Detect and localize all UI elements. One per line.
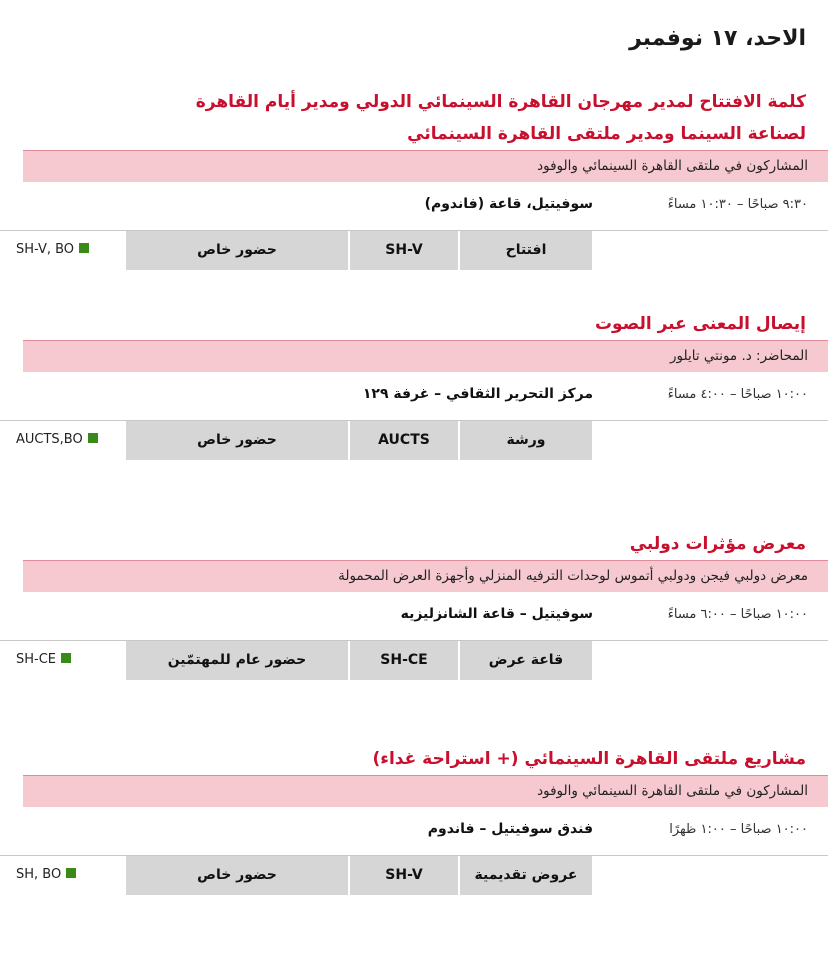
session-sound-workshop [0, 308, 828, 461]
attendance-cell: حضور عام للمهتمّين [126, 641, 348, 680]
green-square-icon [88, 433, 98, 443]
session-time: ١٠:٠٠ صباحًا – ١:٠٠ ظهرًا [669, 822, 808, 837]
session-type-cell: عروض تقديمية [460, 856, 592, 895]
session-title: كلمة الافتتاح لمدير مهرجان القاهرة السينمائي الدولي ومدير أيام القاهرة [195, 92, 806, 112]
access-codes-text: SH-CE [16, 652, 57, 667]
participants-band: المشاركون في ملتقى القاهرة السينمائي والوفود [23, 150, 828, 182]
participants-band: المحاضر: د. مونتي تايلور [23, 340, 828, 372]
participants-band: المشاركون في ملتقى القاهرة السينمائي والوفود [23, 775, 828, 807]
tag-row [0, 855, 828, 896]
session-title: إيصال المعنى عبر الصوت [594, 314, 806, 334]
tag-row [0, 420, 828, 461]
session-info [0, 182, 828, 230]
session-time: ٩:٣٠ صباحًا – ١٠:٣٠ مساءً [667, 197, 808, 212]
green-square-icon [79, 243, 89, 253]
venue-code-cell: SH-V [350, 856, 458, 895]
venue-code-cell: SH-V [350, 231, 458, 270]
tag-row [0, 230, 828, 271]
session-info [0, 372, 828, 420]
session-venue: سوفيتيل – قاعة الشانزليزيه [400, 606, 593, 622]
access-codes-text: SH-V, BO [16, 242, 75, 257]
attendance-cell: حضور خاص [126, 856, 348, 895]
access-codes [16, 432, 98, 447]
venue-code-cell: AUCTS [350, 421, 458, 460]
access-codes [16, 242, 89, 257]
green-square-icon [66, 868, 76, 878]
venue-code-cell: SH-CE [350, 641, 458, 680]
session-type-cell: افتتاح [460, 231, 592, 270]
access-codes-text: AUCTS,BO [16, 432, 83, 447]
session-time: ١٠:٠٠ صباحًا – ٤:٠٠ مساءً [667, 387, 808, 402]
session-projects [0, 743, 828, 896]
access-codes [16, 867, 76, 882]
day-heading: الاحد، ١٧ نوفمبر [629, 26, 806, 51]
session-title: معرض مؤثرات دولبي [629, 534, 806, 554]
session-type-cell: قاعة عرض [460, 641, 592, 680]
tag-row [0, 640, 828, 681]
green-square-icon [61, 653, 71, 663]
session-dolby-exhibit [0, 528, 828, 681]
attendance-cell: حضور خاص [126, 421, 348, 460]
session-info [0, 807, 828, 855]
session-title: مشاريع ملتقى القاهرة السينمائي (+ استراحة غداء) [372, 749, 806, 769]
access-codes-text: SH, BO [16, 867, 62, 882]
session-time: ١٠:٠٠ صباحًا – ٦:٠٠ مساءً [667, 607, 808, 622]
session-venue: فندق سوفيتيل – فاندوم [427, 821, 593, 837]
session-opening [0, 86, 828, 271]
access-codes [16, 652, 71, 667]
session-venue: سوفيتيل، قاعة (فاندوم) [424, 196, 593, 212]
session-info [0, 592, 828, 640]
attendance-cell: حضور خاص [126, 231, 348, 270]
participants-band: معرض دولبي فيجن ودولبي أتموس لوحدات الترفيه المنزلي وأجهزة العرض المحمولة [23, 560, 828, 592]
session-venue: مركز التحرير الثقافي – غرفة ١٢٩ [362, 386, 593, 402]
session-type-cell: ورشة [460, 421, 592, 460]
session-title-line2: لصناعة السينما ومدير ملتقى القاهرة السينمائي [407, 124, 806, 144]
